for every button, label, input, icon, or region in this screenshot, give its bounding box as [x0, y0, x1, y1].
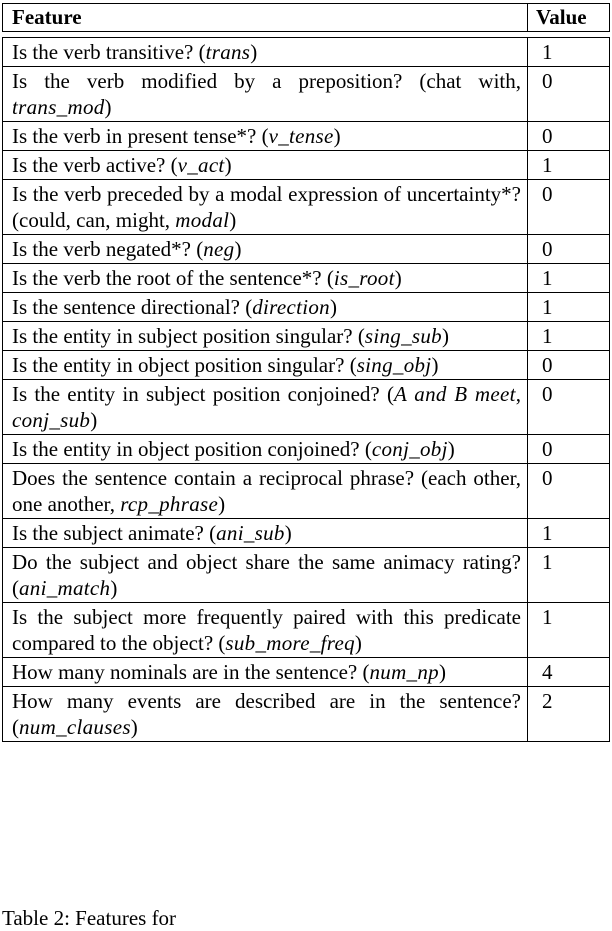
table-row: [3, 122, 610, 151]
feature-text: ): [218, 492, 226, 516]
feature-text: Is the subject more frequently paired with this predicate compared to the object? (: [12, 605, 521, 655]
table-row: [3, 464, 610, 519]
feature-text: ): [90, 408, 98, 432]
feature-text: ): [130, 715, 138, 739]
feature-variable: conj_sub: [12, 408, 91, 432]
feature-cell: [3, 67, 528, 122]
feature-text: ): [284, 521, 292, 545]
table-row: [3, 38, 610, 67]
feature-text: Does the sentence contain a reciprocal phrase? (each other, one another,: [12, 466, 521, 516]
feature-variable: trans: [205, 40, 251, 64]
value-cell: 0: [528, 235, 610, 264]
feature-text: ): [229, 208, 237, 232]
table-row: [3, 264, 610, 293]
table-row: [3, 322, 610, 351]
feature-cell: [3, 464, 528, 519]
feature-cell: [3, 293, 528, 322]
feature-text: ): [329, 295, 337, 319]
feature-text: ): [394, 266, 402, 290]
feature-variable: A and B meet: [393, 382, 516, 406]
feature-cell: [3, 38, 528, 67]
feature-text: Is the verb active? (: [12, 153, 178, 177]
feature-text: Is the entity in object position singular? (: [12, 353, 357, 377]
value-cell: 0: [528, 122, 610, 151]
feature-variable: conj_obj: [371, 437, 448, 461]
table-row: [3, 351, 610, 380]
feature-text: Is the verb preceded by a modal expression of uncertainty*? (could, can, might,: [12, 182, 521, 232]
table-row: [3, 603, 610, 658]
feature-text: How many events are described are in the sentence? (: [12, 689, 521, 739]
table-row: [3, 67, 610, 122]
feature-cell: [3, 122, 528, 151]
feature-text: Is the subject animate? (: [12, 521, 217, 545]
table-row: [3, 293, 610, 322]
feature-text: ): [110, 576, 118, 600]
table-row: [3, 151, 610, 180]
table-row: [3, 687, 610, 742]
feature-variable: sub_more_freq: [225, 631, 355, 655]
feature-variable: rcp_phrase: [120, 492, 219, 516]
feature-text: ): [234, 237, 242, 261]
feature-cell: [3, 603, 528, 658]
value-cell: 0: [528, 464, 610, 519]
table-row: [3, 519, 610, 548]
feature-text: Is the verb the root of the sentence*? (: [12, 266, 334, 290]
feature-text: ): [447, 437, 455, 461]
feature-text: Is the entity in subject position conjoined? (: [12, 382, 394, 406]
feature-cell: [3, 658, 528, 687]
feature-text: ): [441, 324, 449, 348]
feature-cell: [3, 180, 528, 235]
feature-variable: trans_mod: [12, 95, 105, 119]
value-cell: 1: [528, 264, 610, 293]
feature-cell: [3, 235, 528, 264]
feature-text: Is the verb in present tense*? (: [12, 124, 269, 148]
value-cell: 1: [528, 293, 610, 322]
feature-cell: [3, 435, 528, 464]
value-cell: 0: [528, 351, 610, 380]
feature-text: ): [431, 353, 439, 377]
feature-variable: num_np: [369, 660, 439, 684]
value-cell: 0: [528, 180, 610, 235]
table-row: [3, 235, 610, 264]
feature-text: Is the verb negated*? (: [12, 237, 204, 261]
feature-cell: [3, 264, 528, 293]
value-cell: 0: [528, 435, 610, 464]
feature-table: [2, 37, 610, 742]
value-cell: 0: [528, 380, 610, 435]
feature-text: Is the entity in object position conjoined? (: [12, 437, 372, 461]
feature-cell: [3, 519, 528, 548]
table-header: [2, 3, 610, 32]
feature-text: ): [438, 660, 446, 684]
feature-cell: [3, 548, 528, 603]
table-row: [3, 180, 610, 235]
feature-variable: num_clauses: [19, 715, 131, 739]
table-row: [3, 435, 610, 464]
feature-cell: [3, 322, 528, 351]
value-cell: 1: [528, 322, 610, 351]
feature-text: ): [250, 40, 258, 64]
feature-cell: [3, 380, 528, 435]
feature-text: ): [104, 95, 112, 119]
table-row: [3, 658, 610, 687]
feature-variable: ani_sub: [216, 521, 285, 545]
value-cell: 1: [528, 548, 610, 603]
feature-variable: is_root: [333, 266, 395, 290]
feature-variable: sing_sub: [364, 324, 442, 348]
value-cell: 0: [528, 67, 610, 122]
feature-text: Is the verb transitive? (: [12, 40, 206, 64]
feature-text: How many nominals are in the sentence? (: [12, 660, 370, 684]
feature-variable: modal: [175, 208, 230, 232]
value-cell: 4: [528, 658, 610, 687]
value-cell: 1: [528, 519, 610, 548]
value-cell: 1: [528, 151, 610, 180]
feature-variable: v_act: [177, 153, 225, 177]
feature-variable: direction: [252, 295, 330, 319]
header-feature: Feature: [3, 4, 528, 32]
feature-cell: [3, 151, 528, 180]
feature-variable: neg: [203, 237, 235, 261]
feature-variable: sing_obj: [356, 353, 432, 377]
feature-text: ,: [515, 382, 521, 406]
feature-variable: v_tense: [268, 124, 334, 148]
header-value: Value: [528, 4, 610, 32]
feature-text: ): [354, 631, 362, 655]
feature-cell: [3, 687, 528, 742]
table-caption: Table 2: Features for: [2, 906, 177, 930]
table-row: [3, 548, 610, 603]
feature-cell: [3, 351, 528, 380]
feature-variable: ani_match: [19, 576, 111, 600]
value-cell: 1: [528, 38, 610, 67]
table-row: [3, 380, 610, 435]
feature-text: ): [224, 153, 232, 177]
value-cell: 2: [528, 687, 610, 742]
feature-text: Is the sentence directional? (: [12, 295, 253, 319]
feature-text: ): [333, 124, 341, 148]
feature-text: Do the subject and object share the same animacy rating? (: [12, 550, 521, 600]
value-cell: 1: [528, 603, 610, 658]
feature-text: Is the verb modified by a preposition? (chat with,: [12, 69, 521, 93]
feature-text: Is the entity in subject position singular? (: [12, 324, 365, 348]
